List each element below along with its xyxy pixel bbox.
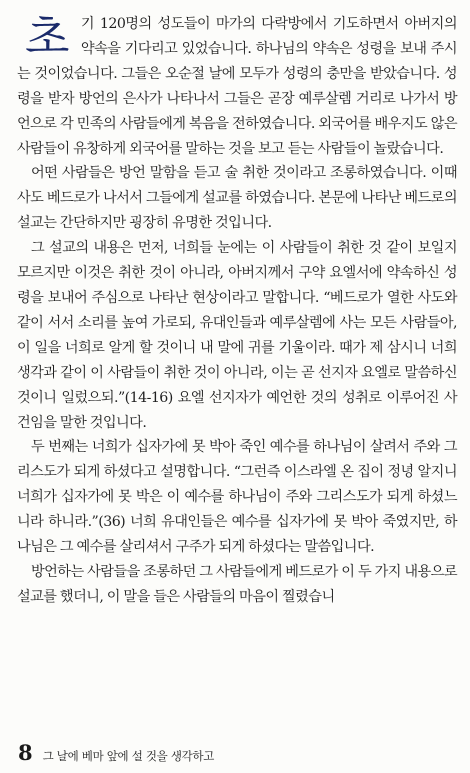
paragraph-2: 어떤 사람들은 방언 말함을 듣고 술 취한 것이라고 조롱하였습니다. 이때 사도 베드로가 나서서 그들에게 설교를 하였습니다. 본문에 나타난 베드로의 설교는 간단하지만 굉장히 유명한 것입니다. bbox=[17, 165, 457, 232]
body-text bbox=[17, 12, 457, 610]
paragraph-4: 두 번째는 너희가 십자가에 못 박아 죽인 예수를 하나님이 살려서 주와 그리스도가 되게 하셨다고 설명합니다. “그런즉 이스라엘 온 집이 정녕 알지니 너희가 십자가에 못 박은 이 예수를 하나님이 주와 그리스도가 되게 하셨느니라 하니라.”(36) 너희 유대인들은 예수를 십자가에 못 박아 죽였지만, 하나님은 그 예수를 살리셔서 구주가 되게 하셨다는 말씀입니다. bbox=[17, 439, 457, 556]
paragraph-5: 방언하는 사람들을 조롱하던 그 사람들에게 베드로가 이 두 가지 내용으로 설교를 했더니, 이 말을 들은 사람들의 마음이 찔렸습니 bbox=[17, 563, 457, 605]
paragraph-3: 그 설교의 내용은 먼저, 너희들 눈에는 이 사람들이 취한 것 같이 보일지 모르지만 이것은 취한 것이 아니라, 아버지께서 구약 요엘서에 약속하신 성령을 보내어 주심으로 나타난 현상이라고 말합니다. “베드로가 열한 사도와 같이 서서 소리를 높여 가로되, 유대인들과 예루살렘에 사는 모든 사람들아, 이 일을 너희로 알게 할 것이니 내 말에 귀를 기울이라. 때가 제 삼시니 너희 생각과 같이 이 사람들이 취한 것이 아니라, 이는 곧 선지자 요엘로 말씀하신 것이니 일렀으되.”(14-16) 요엘 선지자가 예언한 것의 성취로 이루어진 사건임을 말한 것입니다. bbox=[17, 240, 457, 431]
running-title: 그 날에 베마 앞에 설 것을 생각하고 bbox=[42, 749, 215, 763]
drop-cap: 초 bbox=[25, 10, 69, 64]
page-number: 8 bbox=[18, 740, 33, 765]
paragraph-1 bbox=[17, 12, 457, 161]
paragraph-1-text: 기 120명의 성도들이 마가의 다락방에서 기도하면서 아버지의 약속을 기다리고 있었습니다. 하나님의 약속은 성령을 보내 주시는 것이었습니다. 그들은 오순절 날에 모두가 성령의 충만을 받았습니다. 성령을 받자 방언의 은사가 나타나서 그들은 곧장 예루살렘 거리로 나가서 방언으로 각 민족의 사람들에게 복음을 전하였습니다. 외국어를 배우지도 않은 사람들이 유창하게 외국어를 말하는 것을 보고 듣는 사람들이 놀랐습니다. bbox=[17, 16, 457, 157]
page-footer bbox=[18, 740, 458, 766]
